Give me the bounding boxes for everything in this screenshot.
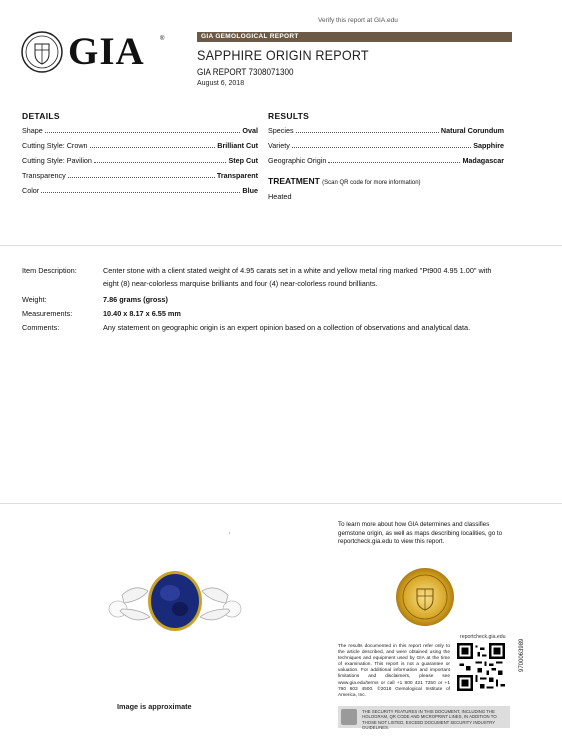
item-description-value: Center stone with a client stated weight of 4.95 carats set in a white and yellow metal ring marked "Pt900 4.95 1.00" with eight (8) near-colorless marquise brilliants and four (4) near-colorless round brilliants. bbox=[103, 266, 492, 288]
weight-value: 7.86 grams (gross) bbox=[103, 295, 168, 304]
comments-value: Any statement on geographic origin is an expert opinion based on a collection of observations and analytical data. bbox=[103, 323, 471, 332]
treatment-heading-line bbox=[268, 176, 421, 186]
measurements-row bbox=[22, 307, 508, 320]
result-row-species: Species Natural Corundum bbox=[268, 126, 504, 135]
hologram-seal-icon bbox=[395, 567, 455, 627]
gia-logo bbox=[20, 30, 200, 80]
section-divider bbox=[0, 245, 562, 246]
registration-mark: ' bbox=[229, 533, 231, 539]
image-caption: Image is approximate bbox=[117, 702, 192, 711]
detail-row-pavilion: Cutting Style: Pavilion Step Cut bbox=[22, 156, 258, 165]
security-notice bbox=[338, 706, 510, 728]
footer-divider bbox=[0, 503, 562, 504]
report-date: August 6, 2018 bbox=[197, 80, 245, 87]
measurements-label: Measurements: bbox=[22, 309, 73, 318]
weight-label: Weight: bbox=[22, 295, 47, 304]
serial-number: 9700063989 bbox=[519, 638, 525, 672]
treatment-heading: TREATMENT bbox=[268, 176, 320, 186]
detail-row-transparency: Transparency Transparent bbox=[22, 171, 258, 180]
gia-seal-icon bbox=[20, 30, 64, 74]
item-description-row bbox=[22, 264, 508, 290]
ring-image bbox=[100, 565, 250, 637]
details-heading: DETAILS bbox=[22, 111, 60, 121]
qr-code-icon[interactable] bbox=[457, 643, 505, 691]
item-description-label: Item Description: bbox=[22, 266, 77, 275]
lock-icon bbox=[341, 709, 357, 725]
learn-more-text: To learn more about how GIA determines and classifies gemstone origin, as well as maps describing localities, go to reportcheck.gia.edu to view this report. bbox=[338, 521, 503, 545]
report-title: SAPPHIRE ORIGIN REPORT bbox=[197, 47, 369, 63]
treatment-value: Heated bbox=[268, 192, 292, 201]
measurements-value: 10.40 x 8.17 x 6.55 mm bbox=[103, 309, 181, 318]
verify-text: Verify this report at GIA.edu bbox=[318, 17, 398, 24]
fine-print: The results documented in this report refer only to the article described, and were obtained using the techniques and equipment used by GIA at the time of examination. This report is not a guarantee or valuation. For additional information and important limitations and disclaimers, please see www.gia.edu/terms or call +1 800 421 7250 or +1 760 603 4500. ©2018 Gemological Institute of America, Inc. bbox=[338, 644, 450, 698]
detail-row-crown: Cutting Style: Crown Brilliant Cut bbox=[22, 141, 258, 150]
result-row-origin: Geographic Origin Madagascar bbox=[268, 156, 504, 165]
results-heading: RESULTS bbox=[268, 111, 310, 121]
detail-row-shape: Shape Oval bbox=[22, 126, 258, 135]
report-number: GIA REPORT 7308071300 bbox=[197, 67, 294, 77]
logo-wordmark: GIA bbox=[68, 30, 145, 73]
detail-row-color: Color Blue bbox=[22, 186, 258, 195]
registered-mark: ® bbox=[160, 36, 165, 42]
report-banner: GIA GEMOLOGICAL REPORT bbox=[197, 32, 512, 42]
reportcheck-url[interactable]: reportcheck.gia.edu bbox=[460, 634, 506, 640]
security-text: THE SECURITY FEATURES IN THIS DOCUMENT, INCLUDING THE HOLOGRAM, QR CODE AND MICROPRINT LINES, IN ADDITION TO THOSE NOT LISTED, EXCEED DOCUMENT SECURITY INDUSTRY GUIDELINES. bbox=[362, 709, 497, 730]
comments-row bbox=[22, 321, 508, 334]
weight-row bbox=[22, 293, 508, 306]
result-row-variety: Variety Sapphire bbox=[268, 141, 504, 150]
treatment-note: (Scan QR code for more information) bbox=[322, 180, 421, 186]
comments-label: Comments: bbox=[22, 323, 60, 332]
